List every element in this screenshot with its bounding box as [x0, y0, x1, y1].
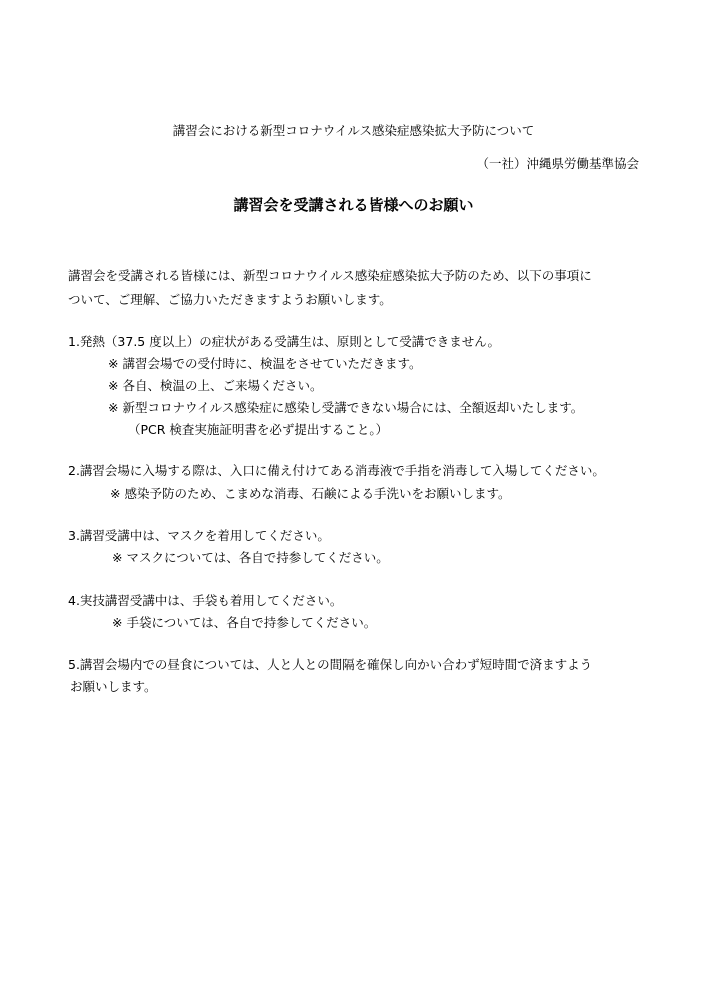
organization-name: （一社）沖縄県労働基準協会: [476, 156, 639, 171]
item-2-text: 2.講習会場に入場する際は、入口に備え付けてある消毒液で手指を消毒して入場してください。: [68, 463, 605, 478]
intro-line-1: 講習会を受講される皆様には、新型コロナウイルス感染症感染拡大予防のため、以下の事項に: [68, 268, 592, 283]
item-3-text: 3.講習受講中は、マスクを着用してください。: [68, 528, 330, 543]
item-4-text: 4.実技講習受講中は、手袋も着用してください。: [68, 593, 343, 608]
item-5-line-1: 5.講習会場内での昼食については、人と人との間隔を確保し向かい合わず短時間で済ますよう: [68, 657, 593, 672]
notice-heading: 講習会を受講される皆様へのお願い: [233, 196, 474, 214]
item-1-text: 1.発熱（37.5 度以上）の症状がある受講生は、原則として受講できません。: [68, 334, 500, 349]
item-4-note: ※ 手袋については、各自で持参してください。: [112, 615, 377, 630]
item-1-note-3: ※ 新型コロナウイルス感染症に感染し受講できない場合には、全額返却いたします。: [108, 400, 584, 415]
item-1-note-2: ※ 各自、検温の上、ご来場ください。: [108, 378, 323, 393]
item-2-note: ※ 感染予防のため、こまめな消毒、石鹸による手洗いをお願いします。: [110, 486, 511, 501]
item-5-line-2: お願いします。: [70, 679, 157, 694]
item-1-note-1: ※ 講習会場での受付時に、検温をさせていただきます。: [108, 356, 422, 371]
item-1-subnote: （PCR 検査実施証明書を必ず提出すること。）: [128, 422, 389, 437]
intro-line-2: ついて、ご理解、ご協力いただきますようお願いします。: [68, 292, 392, 307]
item-3-note: ※ マスクについては、各自で持参してください。: [112, 550, 389, 565]
document-title: 講習会における新型コロナウイルス感染症感染拡大予防について: [172, 123, 535, 138]
